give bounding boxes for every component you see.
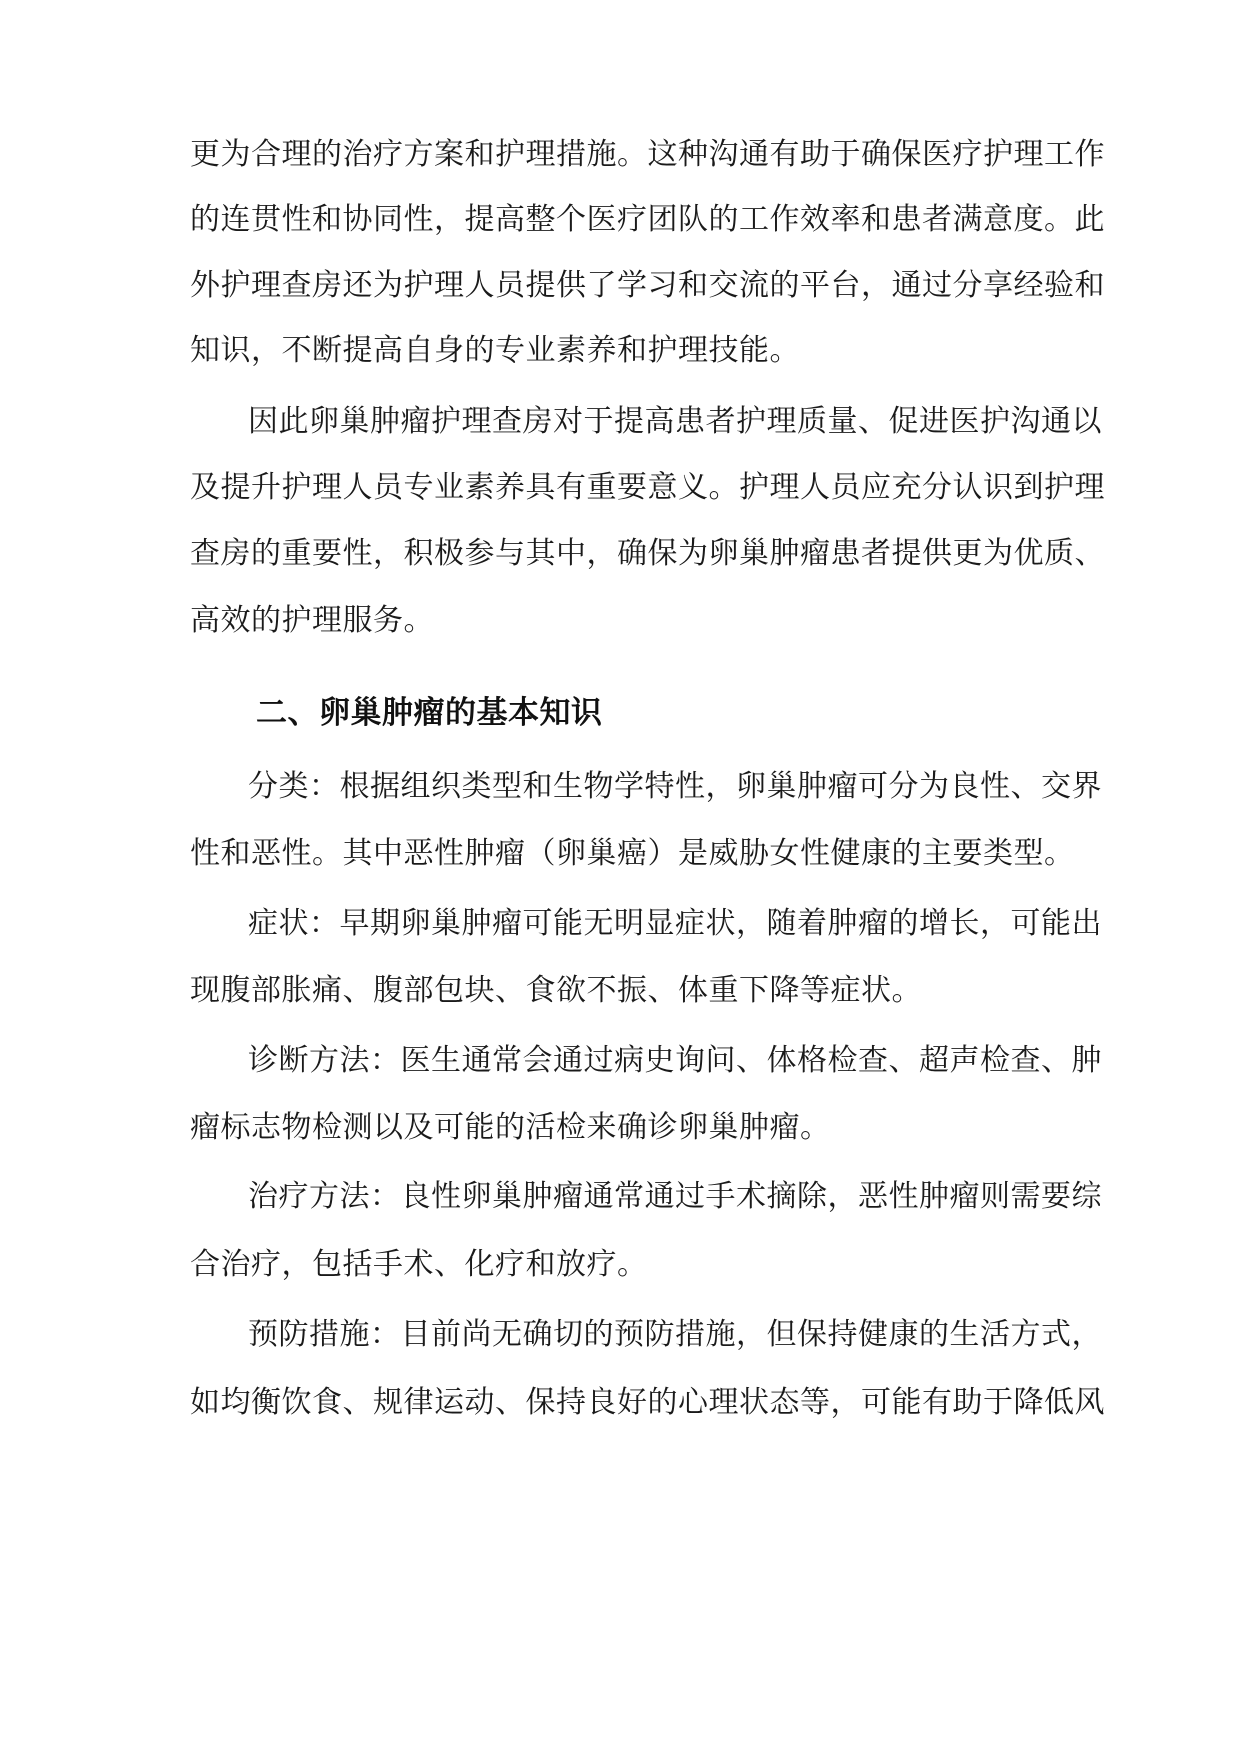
paragraph-line: 的连贯性和协同性，提高整个医疗团队的工作效率和患者满意度。此: [190, 202, 1105, 237]
section-heading: 二、卵巢肿瘤的基本知识: [256, 695, 603, 731]
paragraph-line: 分类：根据组织类型和生物学特性，卵巢肿瘤可分为良性、交界: [248, 769, 1102, 804]
paragraph-line: 瘤标志物检测以及可能的活检来确诊卵巢肿瘤。: [190, 1110, 831, 1145]
paragraph-line: 外护理查房还为护理人员提供了学习和交流的平台，通过分享经验和: [190, 268, 1105, 303]
paragraph-line: 知识，不断提高自身的专业素养和护理技能。: [190, 333, 800, 368]
paragraph-line: 症状：早期卵巢肿瘤可能无明显症状，随着肿瘤的增长，可能出: [248, 906, 1102, 941]
paragraph-line: 查房的重要性，积极参与其中，确保为卵巢肿瘤患者提供更为优质、: [190, 536, 1105, 571]
paragraph-line: 高效的护理服务。: [190, 603, 434, 638]
paragraph-line: 及提升护理人员专业素养具有重要意义。护理人员应充分认识到护理: [190, 470, 1105, 505]
paragraph-line: 因此卵巢肿瘤护理查房对于提高患者护理质量、促进医护沟通以: [248, 404, 1102, 439]
paragraph-line: 预防措施：目前尚无确切的预防措施，但保持健康的生活方式，: [248, 1317, 1102, 1352]
paragraph-line: 性和恶性。其中恶性肿瘤（卵巢癌）是威胁女性健康的主要类型。: [190, 836, 1075, 871]
paragraph-line: 现腹部胀痛、腹部包块、食欲不振、体重下降等症状。: [190, 973, 922, 1008]
paragraph-line: 更为合理的治疗方案和护理措施。这种沟通有助于确保医疗护理工作: [190, 137, 1105, 172]
paragraph-line: 治疗方法：良性卵巢肿瘤通常通过手术摘除，恶性肿瘤则需要综: [248, 1179, 1102, 1214]
paragraph-line: 诊断方法：医生通常会通过病史询问、体格检查、超声检查、肿: [248, 1043, 1102, 1078]
paragraph-line: 合治疗，包括手术、化疗和放疗。: [190, 1247, 648, 1282]
paragraph-line: 如均衡饮食、规律运动、保持良好的心理状态等，可能有助于降低风: [190, 1385, 1105, 1420]
